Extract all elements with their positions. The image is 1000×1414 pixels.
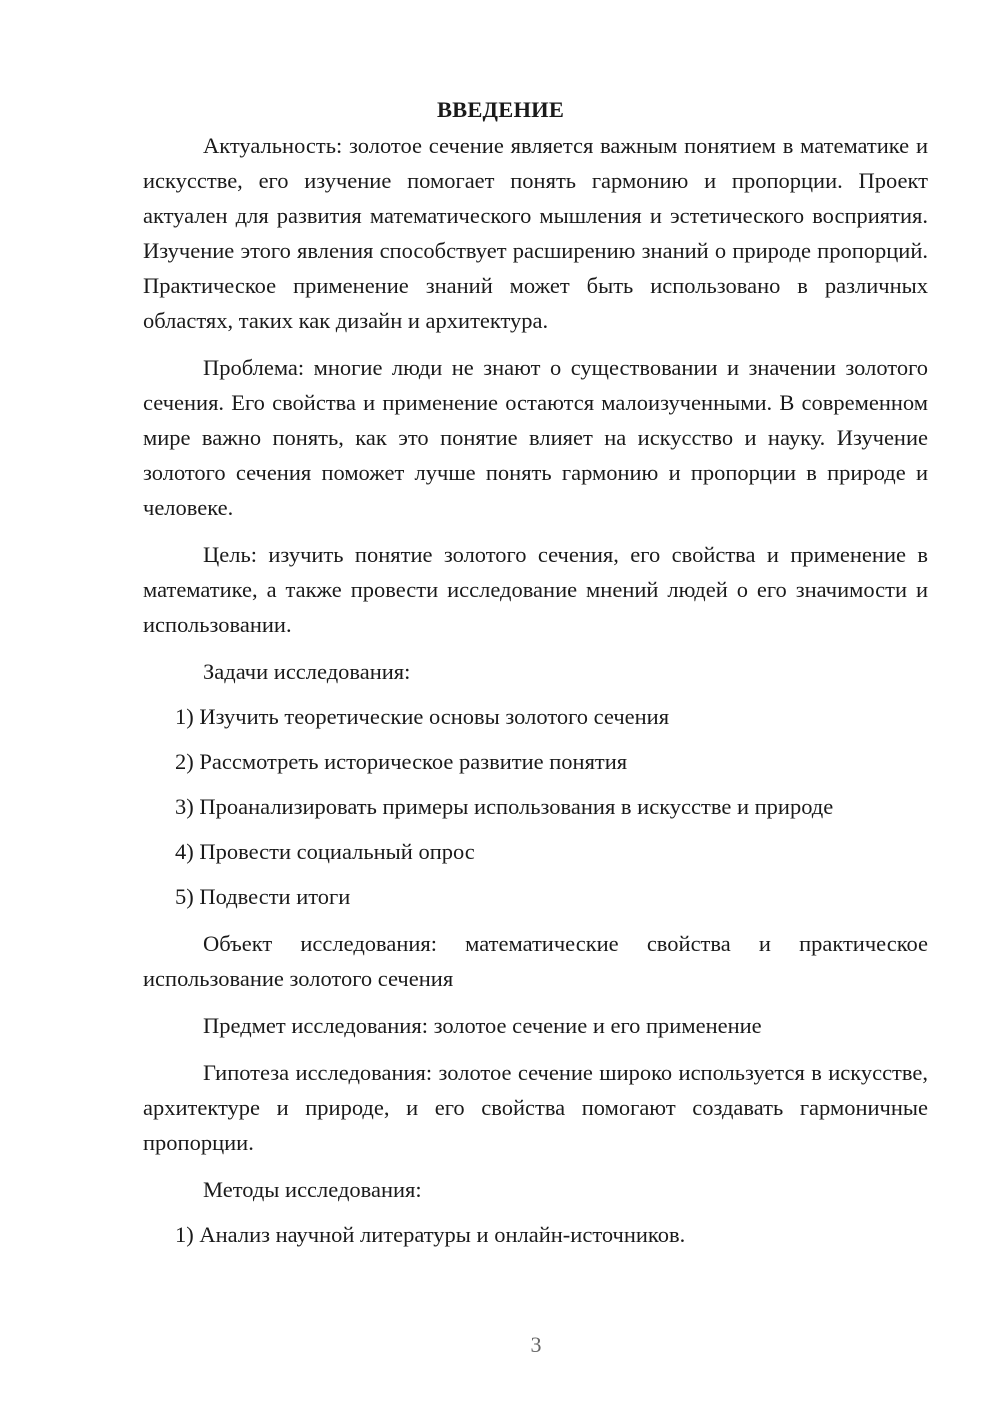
section-heading: ВВЕДЕНИЕ xyxy=(436,97,565,122)
task-item-1: 1) Изучить теоретические основы золотого сечения xyxy=(175,704,670,729)
method-item-1: 1) Анализ научной литературы и онлайн-источников. xyxy=(175,1222,686,1247)
page-number: 3 xyxy=(530,1332,542,1357)
task-item-5: 5) Подвести итоги xyxy=(175,884,351,909)
problem-paragraph: Проблема: многие люди не знают о существовании и значении золотого сечения. Его свойства и применение остаются малоизученными. В современном мире важно понять, как это понятие влияет на искусство и науку. Изучение золотого сечения поможет лучше понять гармонию и пропорции в природе и человеке. xyxy=(143,355,928,520)
relevance-paragraph: Актуальность: золотое сечение является важным понятием в математике и искусстве, его изучение помогает понять гармонию и пропорции. Проект актуален для развития математического мышления и эстетического восприятия. Изучение этого явления способствует расширению знаний о природе пропорций. Практическое применение знаний может быть использовано в различных областях, таких как дизайн и архитектура. xyxy=(143,133,928,333)
task-item-2: 2) Рассмотреть историческое развитие понятия xyxy=(175,749,628,774)
hypothesis-paragraph: Гипотеза исследования: золотое сечение широко используется в искусстве, архитектуре и природе, и его свойства помогают создавать гармоничные пропорции. xyxy=(143,1060,928,1155)
object-paragraph: Объект исследования: математические свойства и практическое использование золотого сечения xyxy=(143,931,928,991)
tasks-title: Задачи исследования: xyxy=(203,659,411,684)
task-item-3: 3) Проанализировать примеры использования в искусстве и природе xyxy=(175,794,834,819)
page-content xyxy=(143,92,928,1252)
goal-paragraph: Цель: изучить понятие золотого сечения, его свойства и применение в математике, а также провести исследование мнений людей о его значимости и использовании. xyxy=(143,542,928,637)
task-item-4: 4) Провести социальный опрос xyxy=(175,839,475,864)
subject-paragraph: Предмет исследования: золотое сечение и его применение xyxy=(203,1013,762,1038)
methods-title: Методы исследования: xyxy=(203,1177,422,1202)
